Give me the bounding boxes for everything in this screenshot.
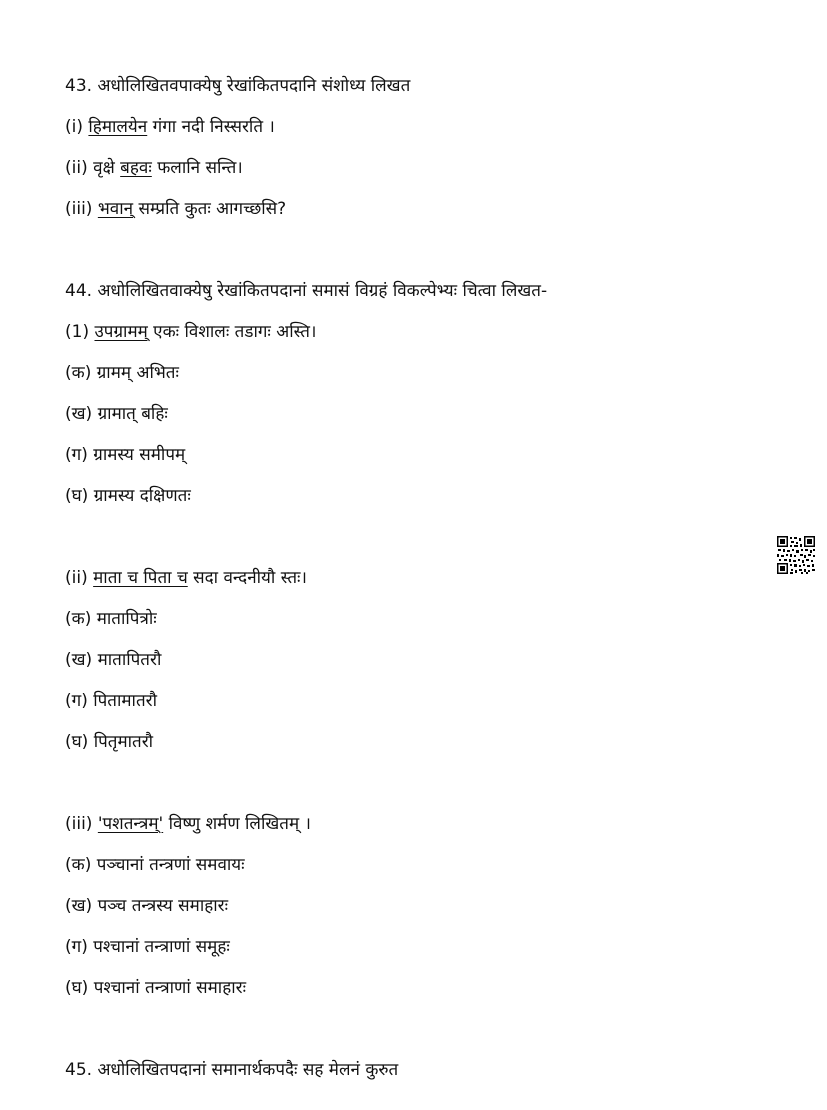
item-number: (1) bbox=[65, 322, 95, 342]
item-text: विष्णु शर्मण लिखितम् । bbox=[163, 814, 311, 834]
q44-part-2-option-ka: (क) मातापित्रोः bbox=[65, 609, 157, 629]
underlined-word: माता च पिता च bbox=[93, 568, 188, 588]
underlined-word: हिमालयेन bbox=[88, 117, 148, 137]
q44-part-1-option-ga: (ग) ग्रामस्य समीपम् bbox=[65, 445, 186, 465]
underlined-word: उपग्रामम् bbox=[94, 322, 148, 342]
item-number: (iii) bbox=[65, 814, 98, 834]
item-text: एकः विशालः तडागः अस्ति। bbox=[147, 322, 317, 342]
q43-item-3 bbox=[65, 198, 286, 220]
q44-part-3-option-ga: (ग) पश्चानां तन्त्राणां समूहः bbox=[65, 937, 230, 957]
item-number: (ii) वृक्षे bbox=[65, 158, 121, 178]
underlined-word: बहवः bbox=[120, 158, 152, 178]
item-number: (ii) bbox=[65, 568, 94, 588]
q44-heading: 44. अधोलिखितवाक्येषु रेखांकितपदानां समासं विग्रहं विकल्पेभ्यः चित्वा लिखत- bbox=[65, 281, 548, 301]
q44-part-2-option-gha: (घ) पितृमातरौ bbox=[65, 732, 154, 752]
underlined-word: 'पशतन्त्रम्' bbox=[97, 814, 164, 834]
q44-part-2-sentence bbox=[65, 567, 307, 589]
item-text: सदा वन्दनीयौ स्तः। bbox=[187, 568, 307, 588]
item-text: सम्प्रति कुतः आगच्छसि? bbox=[133, 199, 287, 219]
item-text: गंगा नदी निस्सरति । bbox=[147, 117, 275, 137]
q44-part-3-option-kha: (ख) पञ्च तन्त्रस्य समाहारः bbox=[65, 896, 229, 916]
q44-part-2-option-kha: (ख) मातापितरौ bbox=[65, 650, 162, 670]
item-number: (i) bbox=[65, 117, 89, 137]
qr-code-icon bbox=[776, 535, 816, 575]
item-number: (iii) bbox=[65, 199, 98, 219]
q44-part-3-sentence bbox=[65, 813, 311, 835]
item-text: फलानि सन्ति। bbox=[151, 158, 243, 178]
q43-item-2 bbox=[65, 157, 243, 179]
q43-heading: 43. अधोलिखितवपाक्येषु रेखांकितपदानि संशोध्य लिखत bbox=[65, 76, 411, 96]
q44-part-1-option-ka: (क) ग्रामम् अभितः bbox=[65, 363, 179, 383]
q44-part-3-option-gha: (घ) पश्चानां तन्त्राणां समाहारः bbox=[65, 978, 247, 998]
q43-item-1 bbox=[65, 116, 275, 138]
q44-part-2-option-ga: (ग) पितामातरौ bbox=[65, 691, 158, 711]
underlined-word: भवान् bbox=[97, 199, 134, 219]
q44-part-1-option-kha: (ख) ग्रामात् बहिः bbox=[65, 404, 168, 424]
q45-heading: 45. अधोलिखितपदानां समानार्थकपदैः सह मेलनं कुरुत bbox=[65, 1060, 399, 1080]
q44-part-3-option-ka: (क) पञ्चानां तन्त्रणां समवायः bbox=[65, 855, 245, 875]
q44-part-1-option-gha: (घ) ग्रामस्य दक्षिणतः bbox=[65, 486, 191, 506]
q44-part-1-sentence bbox=[65, 321, 316, 343]
